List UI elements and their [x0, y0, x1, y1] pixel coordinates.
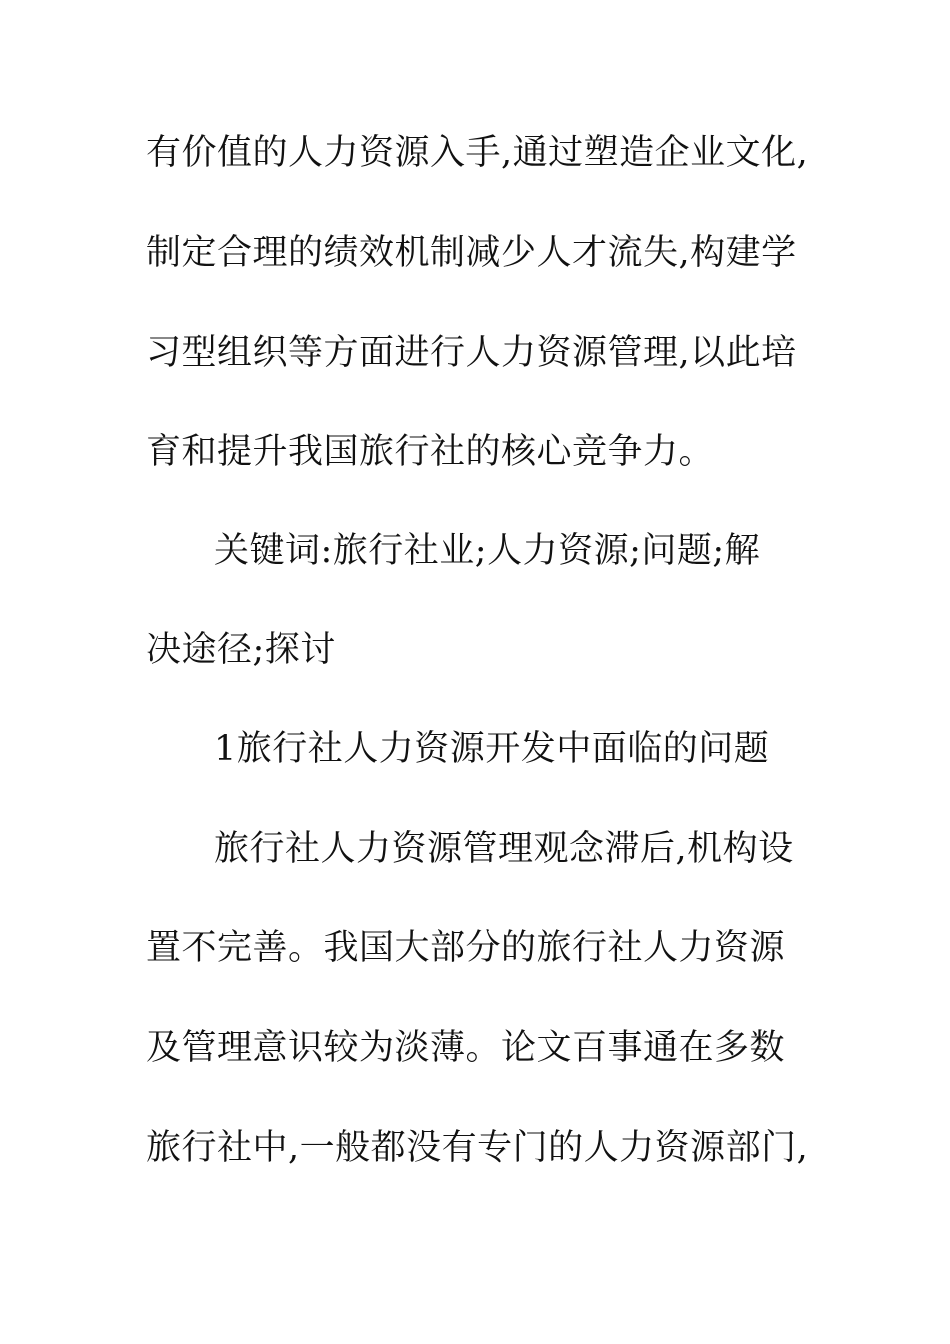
section-heading: 1旅行社人力资源开发中面临的问题 — [214, 729, 770, 769]
keywords-line: 关键词:旅行社业;人力资源;问题;解 — [214, 531, 761, 571]
paragraph-line: 旅行社中,一般都没有专门的人力资源部门, — [146, 1128, 809, 1168]
paragraph-line: 习型组织等方面进行人力资源管理,以此培 — [146, 333, 797, 373]
paragraph-line: 置不完善。我国大部分的旅行社人力资源 — [146, 928, 786, 968]
paragraph-line: 有价值的人力资源入手,通过塑造企业文化, — [146, 133, 809, 173]
keywords-line: 决途径;探讨 — [146, 630, 336, 670]
paragraph-line: 及管理意识较为淡薄。论文百事通在多数 — [146, 1028, 786, 1068]
paragraph-line: 育和提升我国旅行社的核心竞争力。 — [146, 432, 715, 472]
paragraph-line: 制定合理的绩效机制减少人才流失,构建学 — [146, 233, 797, 273]
paragraph-line: 旅行社人力资源管理观念滞后,机构设 — [214, 829, 794, 869]
